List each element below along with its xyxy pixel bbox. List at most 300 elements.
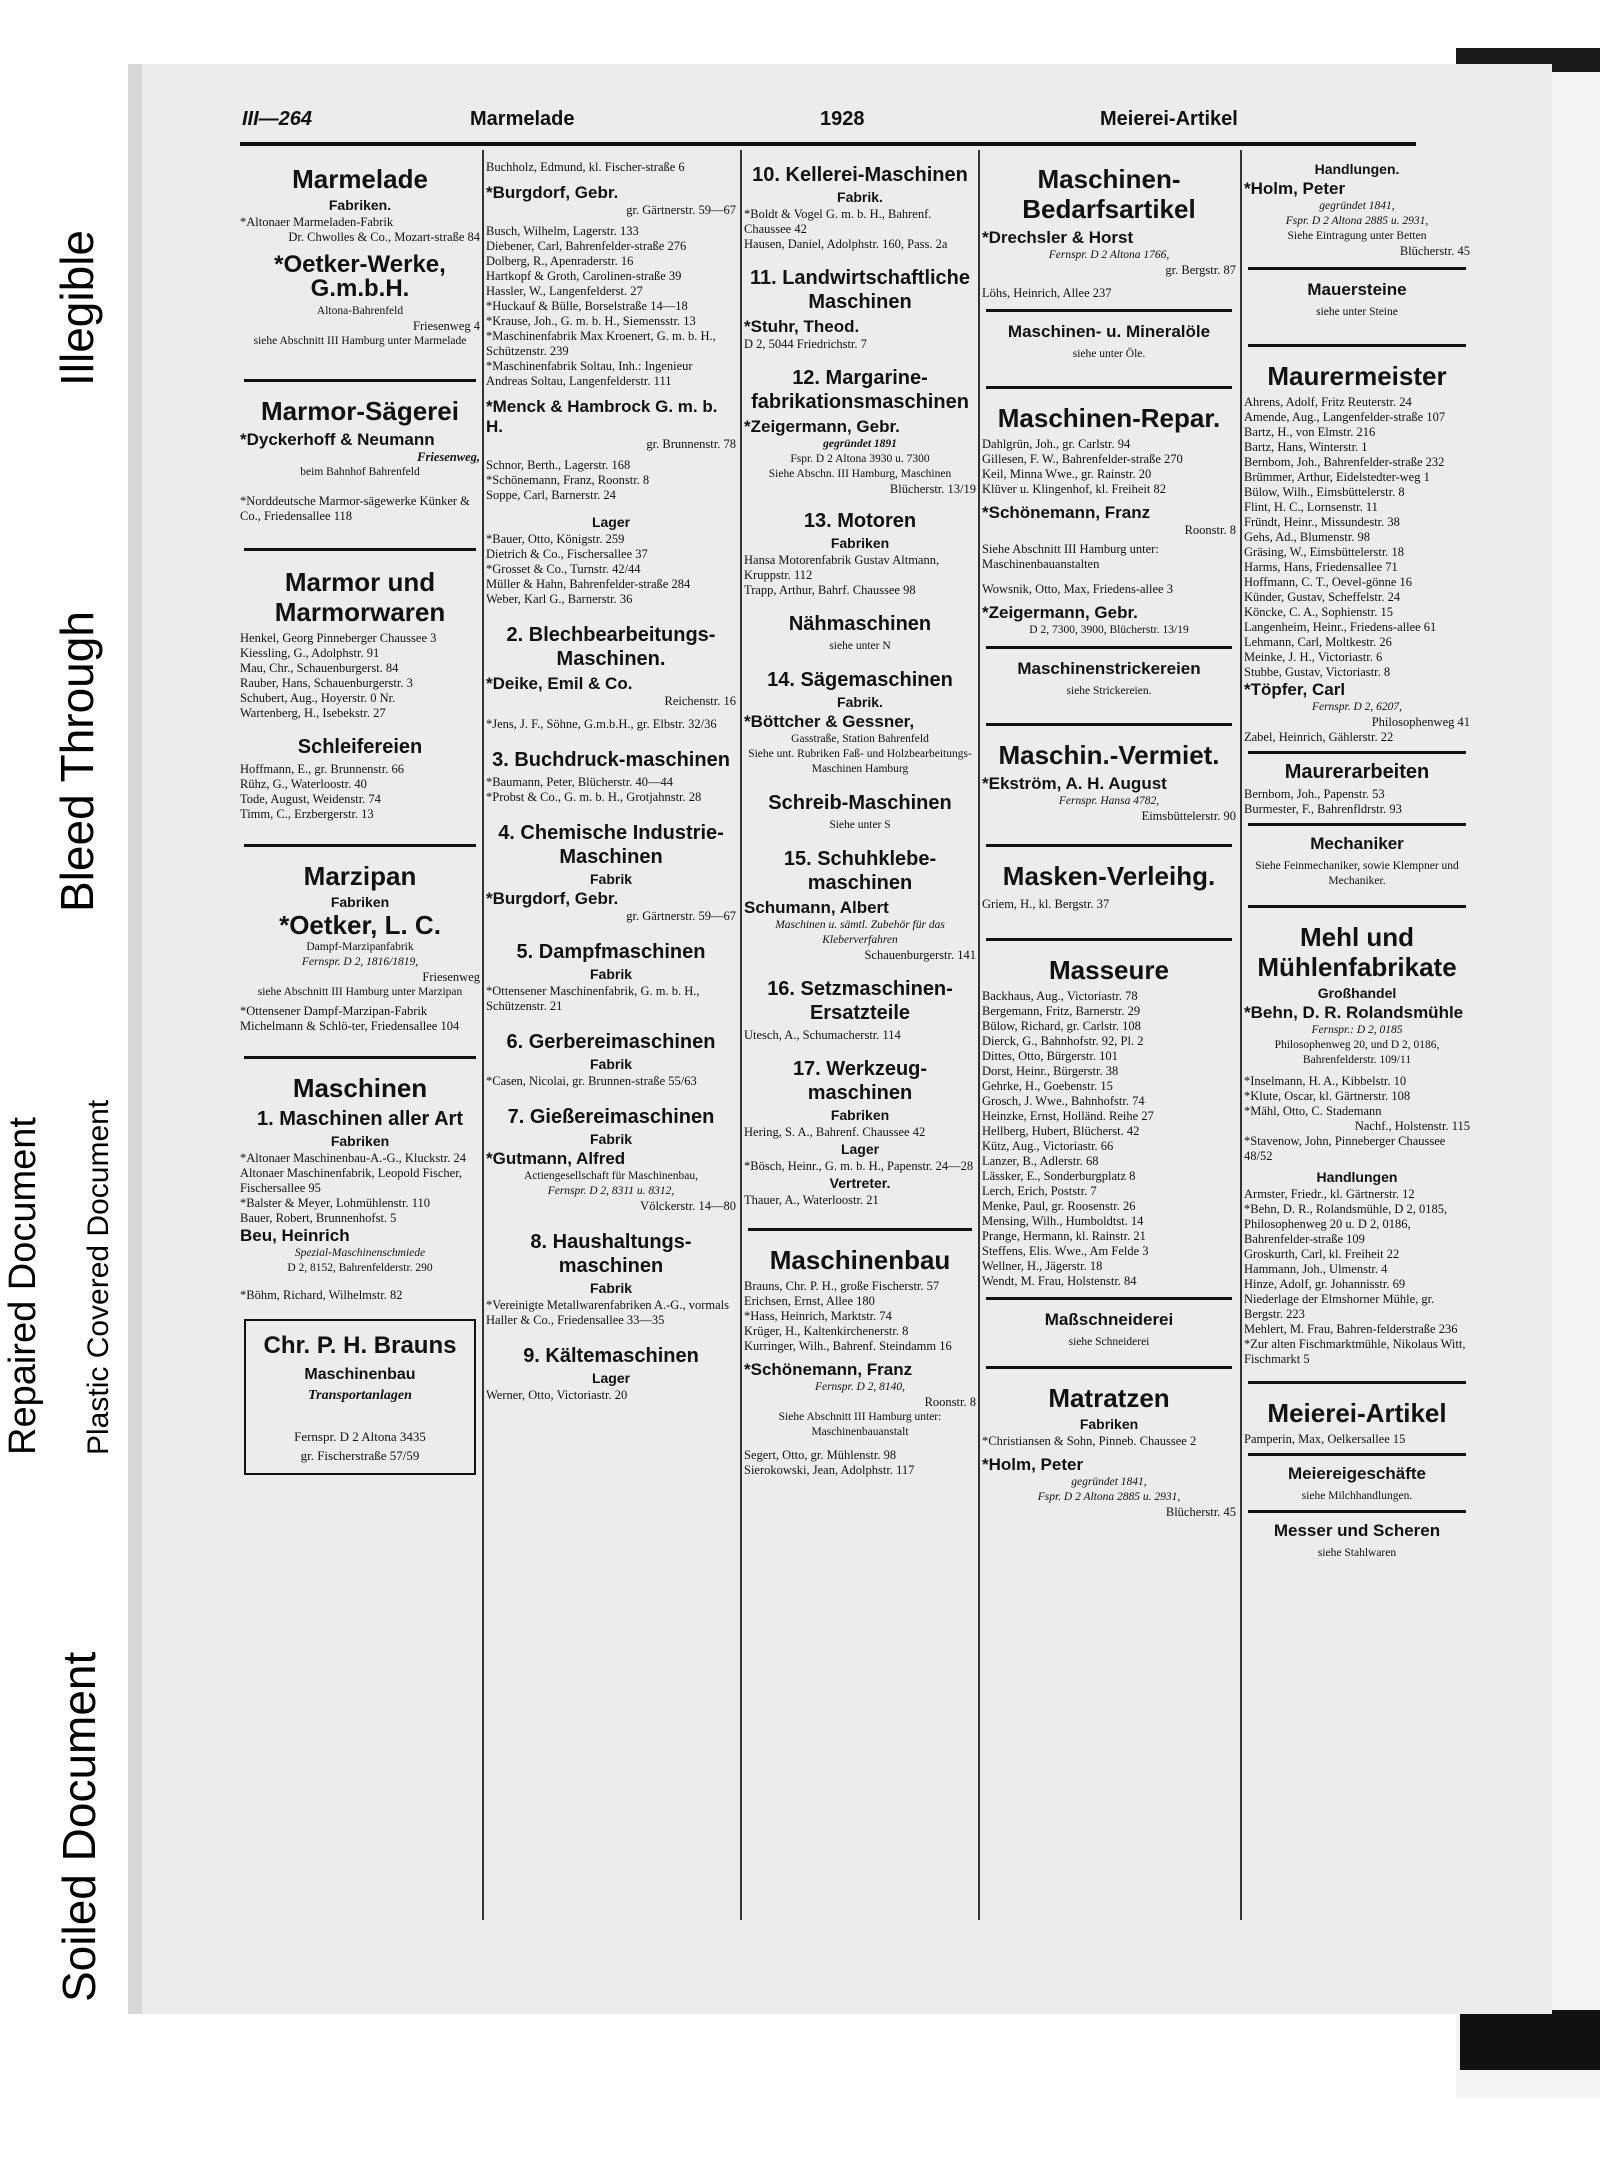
- subheading: Fabrik: [589, 871, 632, 887]
- listing: *Schönemann, Franz, Roonstr. 8: [486, 473, 650, 487]
- section-heading: Nähmaschinen: [788, 613, 932, 635]
- firm-name: *Holm, Peter: [982, 1455, 1084, 1474]
- listing: Lehmann, Carl, Moltkestr. 26: [1244, 635, 1392, 649]
- scan-edge-bar-bottom: [1460, 2010, 1600, 2070]
- label-soiled-document: Soiled Document: [53, 1651, 105, 2002]
- listing: Hammann, Joh., Ulmenstr. 4: [1244, 1262, 1388, 1276]
- listing: Bergemann, Fritz, Barnerstr. 29: [982, 1004, 1141, 1018]
- section-heading: Marzipan: [303, 861, 417, 891]
- listing: Wendt, M. Frau, Holstenstr. 84: [982, 1274, 1137, 1288]
- listing: *Behn, D. R., Rolandsmühle, D 2, 0185, Philosophenweg 20 u. D 2, 0186, Bahrenfelder-straße 109: [1244, 1202, 1448, 1246]
- section-heading: Maschinenbau: [769, 1245, 951, 1275]
- subheading: Fabriken: [330, 894, 390, 910]
- subsection-heading: 12. Margarine-fabrikationsmaschinen: [751, 367, 969, 413]
- listing: Gillesen, F. W., Bahrenfelder-straße 270: [982, 452, 1183, 466]
- listing: D 2, 8152, Bahrenfelderstr. 290: [287, 1262, 433, 1274]
- listing: Harms, Hans, Friedensallee 71: [1244, 560, 1398, 574]
- listing: Actiengesellschaft für Maschinenbau,: [523, 1170, 699, 1182]
- listing: Steffens, Elis. Wwe., Am Felde 3: [982, 1244, 1149, 1258]
- listing: *Baumann, Peter, Blücherstr. 40—44: [486, 775, 673, 789]
- listing: Dampf-Marzipanfabrik: [306, 941, 414, 953]
- firm-name: *Holm, Peter: [1244, 179, 1346, 198]
- listing: *Altonaer Maschinenbau-A.-G., Kluckstr. 24: [240, 1151, 466, 1165]
- firm-name: Schumann, Albert: [744, 898, 889, 917]
- listing: Hassler, W., Langenfelderst. 27: [486, 284, 643, 298]
- firm-name: *Zeigermann, Gebr.: [744, 417, 900, 436]
- section-rule: [1248, 823, 1466, 826]
- firm-name: *Stuhr, Theod.: [744, 317, 860, 336]
- column-divider: [482, 150, 484, 1920]
- subsection-heading: 10. Kellerei-Maschinen: [752, 164, 968, 186]
- section-heading: Matratzen: [1048, 1383, 1170, 1413]
- listing: Hansa Motorenfabrik Gustav Altmann, Kruppstr. 112: [744, 553, 940, 582]
- label-bleed-through: Bleed Through: [51, 611, 103, 912]
- listing: Bartz, H., von Elmstr. 216: [1244, 425, 1376, 439]
- listing: Soppe, Carl, Barnerstr. 24: [486, 488, 616, 502]
- listing: Gasstraße, Station Bahrenfeld: [791, 733, 929, 745]
- cross-reference: Siehe unt. Rubriken Faß- und Holzbearbeitungs-Maschinen Hamburg: [748, 748, 972, 775]
- listing: *Inselmann, H. A., Kibbelstr. 10: [1244, 1074, 1407, 1088]
- listing: Brauns, Chr. P. H., große Fischerstr. 57: [744, 1279, 940, 1293]
- listing: Ahrens, Adolf, Fritz Reuterstr. 24: [1244, 395, 1412, 409]
- subsection-heading: 3. Buchdruck-maschinen: [492, 749, 730, 771]
- listing: Blücherstr. 45: [1399, 244, 1470, 258]
- listing: beim Bahnhof Bahrenfeld: [300, 466, 420, 478]
- listing: Lerch, Erich, Poststr. 7: [982, 1184, 1097, 1198]
- listing: Maschinen u. sämtl. Zubehör für das Kleberverfahren: [775, 919, 945, 946]
- listing: Bernbom, Joh., Bahrenfelder-straße 232: [1244, 455, 1445, 469]
- listing: Roonstr. 8: [924, 1395, 976, 1409]
- section-heading: Maschin.-Vermiet.: [998, 740, 1220, 770]
- subheading: Fabrik.: [837, 694, 883, 710]
- listing: *Vereinigte Metallwarenfabriken A.-G., vormals Haller & Co., Friedensallee 33—35: [486, 1298, 729, 1327]
- header-right-keyword: Meierei-Artikel: [1100, 108, 1238, 130]
- section-rule: [986, 386, 1232, 389]
- listing: Spezial-Maschinenschmiede: [294, 1247, 426, 1259]
- listing: Busch, Wilhelm, Lagerstr. 133: [486, 224, 639, 238]
- listing: Niederlage der Elmshorner Mühle, gr. Bergstr. 223: [1244, 1292, 1435, 1321]
- listing: Keil, Minna Wwe., gr. Rainstr. 20: [982, 467, 1152, 481]
- listing: Segert, Otto, gr. Mühlenstr. 98: [744, 1448, 897, 1462]
- section-heading: Masseure: [1049, 955, 1169, 985]
- listing: Roonstr. 8: [1184, 523, 1236, 537]
- listing: Flint, H. C., Lornsenstr. 11: [1244, 500, 1378, 514]
- listing: Erichsen, Ernst, Allee 180: [744, 1294, 875, 1308]
- listing: Utesch, A., Schumacherstr. 114: [744, 1028, 901, 1042]
- ad-line: Transportanlagen: [308, 1388, 412, 1403]
- subheading: Fabrik: [589, 1056, 632, 1072]
- firm-name: *Dyckerhoff & Neumann: [240, 430, 435, 449]
- listing: *Stavenow, John, Pinneberger Chaussee 48/52: [1244, 1134, 1446, 1163]
- listing: Dolberg, R., Apenraderstr. 16: [486, 254, 634, 268]
- listing: Wowsnik, Otto, Max, Friedens-allee 3: [982, 582, 1173, 596]
- firm-name: *Behn, D. R. Rolandsmühle: [1244, 1003, 1464, 1022]
- firm-name: *Ekström, A. H. August: [982, 774, 1167, 793]
- firm-name: *Schönemann, Franz: [744, 1360, 913, 1379]
- listing: Stubbe, Gustav, Victoriastr. 8: [1244, 665, 1391, 679]
- subheading: Handlungen: [1316, 1169, 1398, 1185]
- listing: Fernspr. D 2, 8140,: [814, 1381, 906, 1393]
- section-rule: [1248, 1453, 1466, 1456]
- section-heading: Marmor und Marmorwaren: [274, 567, 446, 627]
- firm-name: *Burgdorf, Gebr.: [486, 889, 619, 908]
- listing: Heinzke, Ernst, Holländ. Reihe 27: [982, 1109, 1154, 1123]
- section-heading: Messer und Scheren: [1273, 1521, 1441, 1540]
- listing: Hinze, Adolf, gr. Johannisstr. 69: [1244, 1277, 1406, 1291]
- listing: Fernspr. D 2 Altona 1766,: [1048, 249, 1170, 261]
- subheading: Fabrik: [589, 1280, 632, 1296]
- listing: *Casen, Nicolai, gr. Brunnen-straße 55/63: [486, 1074, 697, 1088]
- subsection-heading: 15. Schuhklebe-maschinen: [783, 848, 937, 894]
- listing: Bernbom, Joh., Papenstr. 53: [1244, 787, 1385, 801]
- listing: Friesenweg,: [417, 450, 480, 464]
- section-rule: [244, 844, 476, 847]
- listing: Philosophenweg 20, und D 2, 0186, Bahrenfelderstr. 109/11: [1274, 1039, 1440, 1066]
- subheading: Fabriken: [330, 1133, 390, 1149]
- section-heading: Schreib-Maschinen: [768, 792, 952, 814]
- listing: Griem, H., kl. Bergstr. 37: [982, 897, 1110, 911]
- section-rule: [986, 646, 1232, 649]
- section-rule: [748, 1228, 972, 1231]
- subsection-heading: 11. Landwirtschaftliche Maschinen: [749, 267, 971, 313]
- ad-line: Fernspr. D 2 Altona 3435: [294, 1429, 426, 1444]
- section-heading: Maurerarbeiten: [1284, 761, 1430, 783]
- column-4: [982, 160, 1236, 1520]
- listing: Lässker, E., Sonderburgplatz 8: [982, 1169, 1136, 1183]
- label-illegible: Illegible: [51, 230, 103, 386]
- listing: Bauer, Robert, Brunnenhofst. 5: [240, 1211, 397, 1225]
- subsection-heading: 7. Gießereimaschinen: [507, 1106, 715, 1128]
- subsection-heading: 17. Werkzeug-maschinen: [792, 1058, 928, 1104]
- section-heading: Maschinen- u. Mineralöle: [1007, 322, 1211, 341]
- listing: Fernspr.: D 2, 0185: [1311, 1024, 1403, 1036]
- listing: Friesenweg: [422, 970, 480, 984]
- listing: Menke, Paul, gr. Roosenstr. 26: [982, 1199, 1136, 1213]
- section-rule: [244, 548, 476, 551]
- listing: gegründet 1841,: [1319, 200, 1395, 212]
- listing: Dietrich & Co., Fischersallee 37: [486, 547, 648, 561]
- listing: Hoffmann, C. T., Oevel-gönne 16: [1244, 575, 1413, 589]
- listing: Brümmer, Arthur, Eidelstedter-weg 1: [1244, 470, 1430, 484]
- subsection-heading: 9. Kältemaschinen: [523, 1345, 699, 1367]
- listing: Müller & Hahn, Bahrenfelder-straße 284: [486, 577, 691, 591]
- subheading: Vertreter.: [829, 1175, 891, 1191]
- column-divider: [978, 150, 980, 1920]
- listing: gr. Gärtnerstr. 59—67: [626, 909, 736, 923]
- label-plastic-covered-document: Plastic Covered Document: [82, 1099, 115, 1455]
- firm-large: *Oetker-Werke, G.m.b.H.: [274, 251, 446, 302]
- subsection-heading: 16. Setzmaschinen-Ersatzteile: [767, 978, 953, 1024]
- section-rule: [244, 379, 476, 382]
- listing: D 2, 5044 Friedrichstr. 7: [744, 337, 867, 351]
- listing: Timm, C., Erzbergerstr. 13: [240, 807, 374, 821]
- listing: gegründet 1841,: [1071, 1476, 1147, 1488]
- listing: *Böhm, Richard, Wilhelmstr. 82: [240, 1288, 403, 1302]
- column-5: [1244, 160, 1470, 1561]
- listing: Hausen, Daniel, Adolphstr. 160, Pass. 2a: [744, 237, 948, 251]
- listing: gegründet 1891: [823, 438, 897, 450]
- listing: Mehlert, M. Frau, Bahren-felderstraße 236: [1244, 1322, 1458, 1336]
- subheading: Fabriken: [1079, 1416, 1139, 1432]
- section-heading: Mauersteine: [1307, 280, 1407, 299]
- listing: Pamperin, Max, Oelkersallee 15: [1244, 1432, 1406, 1446]
- listing: Gehs, Ad., Blumenstr. 98: [1244, 530, 1371, 544]
- section-rule: [986, 309, 1232, 312]
- listing: Diebener, Carl, Bahrenfelder-straße 276: [486, 239, 687, 253]
- listing: Werner, Otto, Victoriastr. 20: [486, 1388, 628, 1402]
- listing: D 2, 7300, 3900, Blücherstr. 13/19: [1029, 624, 1189, 636]
- subheading: Fabrik: [589, 1131, 632, 1147]
- listing: Burmester, F., Bahrenfldrstr. 93: [1244, 802, 1402, 816]
- listing: gr. Bergstr. 87: [1165, 263, 1236, 277]
- listing: Henkel, Georg Pinneberger Chaussee 3: [240, 631, 437, 645]
- cross-reference: siehe Schneiderei: [1068, 1336, 1150, 1348]
- listing: Philosophenweg 41: [1371, 715, 1470, 729]
- subheading: Handlungen.: [1314, 161, 1400, 177]
- ad-firm-name: Chr. P. H. Brauns: [263, 1332, 457, 1359]
- listing: Backhaus, Aug., Victoriastr. 78: [982, 989, 1138, 1003]
- listing: Kurringer, Wilh., Bahrenf. Steindamm 16: [744, 1339, 952, 1353]
- listing: Fründt, Heinr., Missundestr. 38: [1244, 515, 1400, 529]
- listing: Hartkopf & Groth, Carolinen-straße 39: [486, 269, 682, 283]
- cross-reference: siehe Abschnitt III Hamburg unter Marmelade: [253, 335, 467, 347]
- side-label-strip: [0, 0, 130, 2177]
- listing: Meinke, J. H., Victoriastr. 6: [1244, 650, 1383, 664]
- listing: *Christiansen & Sohn, Pinneb. Chaussee 2: [982, 1434, 1197, 1448]
- listing: Fernspr. D 2, 1816/1819,: [301, 956, 419, 968]
- section-heading: Schleifereien: [297, 736, 423, 758]
- listing: Klüver u. Klingenhof, kl. Freiheit 82: [982, 482, 1166, 496]
- listing: Buchholz, Edmund, kl. Fischer-straße 6: [486, 160, 685, 174]
- listing: *Grosset & Co., Turnstr. 42/44: [486, 562, 641, 576]
- listing: Hering, S. A., Bahrenf. Chaussee 42: [744, 1125, 926, 1139]
- listing: Schauenburgerstr. 141: [864, 948, 976, 962]
- section-rule: [1248, 1381, 1466, 1384]
- subsection-heading: 1. Maschinen aller Art: [257, 1108, 463, 1130]
- listing: Zabel, Heinrich, Gählerstr. 22: [1244, 730, 1394, 744]
- listing: Groskurth, Carl, kl. Freiheit 22: [1244, 1247, 1400, 1261]
- listing: Mensing, Wilh., Humboldtst. 14: [982, 1214, 1144, 1228]
- section-heading: Maschinen: [292, 1073, 428, 1103]
- header-left-keyword: Marmelade: [470, 108, 575, 130]
- listing: Thauer, A., Waterloostr. 21: [744, 1193, 879, 1207]
- listing: Altonaer Maschinenfabrik, Leopold Fischer, Fischersallee 95: [240, 1166, 463, 1195]
- firm-name: *Drechsler & Horst: [982, 228, 1134, 247]
- listing: *Krause, Joh., G. m. b. H., Siemensstr. 13: [486, 314, 696, 328]
- listing: gr. Brunnenstr. 78: [646, 437, 736, 451]
- cross-reference: siehe Milchhandlungen.: [1301, 1490, 1413, 1502]
- firm-large: *Oetker, L. C.: [279, 910, 441, 940]
- listing: Löhs, Heinrich, Allee 237: [982, 286, 1112, 300]
- listing: Weber, Karl G., Barnerstr. 36: [486, 592, 633, 606]
- section-heading: Masken-Verleihg.: [1002, 861, 1216, 891]
- listing: Fspr. D 2 Altona 2885 u. 2931,: [1037, 1491, 1181, 1503]
- listing: *Maschinenfabrik Max Kroenert, G. m. b. H., Schützenstr. 239: [486, 329, 716, 358]
- cross-reference: Siehe Abschnitt III Hamburg unter: Maschinenbauanstalten: [982, 542, 1159, 571]
- listing: Rauber, Hans, Schauenburgerstr. 3: [240, 676, 413, 690]
- subsection-heading: 5. Dampfmaschinen: [516, 941, 706, 963]
- listing: *Jens, J. F., Söhne, G.m.b.H., gr. Elbstr. 32/36: [486, 717, 717, 731]
- section-heading: Marmelade: [292, 164, 428, 194]
- subheading: Großhandel: [1317, 985, 1397, 1001]
- section-rule: [986, 1297, 1232, 1300]
- listing: Gräsing, W., Eimsbüttelerstr. 18: [1244, 545, 1405, 559]
- subheading: Fabrik: [589, 966, 632, 982]
- listing: Friesenweg 4: [413, 319, 480, 333]
- listing: Mau, Chr., Schauenburgerst. 84: [240, 661, 399, 675]
- firm-name: *Schönemann, Franz: [982, 503, 1151, 522]
- header-page-number: III—264: [242, 108, 313, 130]
- firm-name: *Zeigermann, Gebr.: [982, 603, 1138, 622]
- listing: Altona-Bahrenfeld: [316, 305, 404, 317]
- listing: Dorst, Heinr., Bürgerstr. 38: [982, 1064, 1119, 1078]
- subheading: Lager: [591, 514, 631, 530]
- subheading: Lager: [840, 1141, 880, 1157]
- section-rule: [986, 723, 1232, 726]
- cross-reference: siehe Strickereien.: [1066, 685, 1152, 697]
- section-rule: [986, 938, 1232, 941]
- listing: Köncke, C. A., Sophienstr. 15: [1244, 605, 1393, 619]
- firm-name: *Töpfer, Carl: [1244, 680, 1346, 699]
- section-heading: Maurermeister: [1267, 361, 1447, 391]
- listing: Kütz, Aug., Victoriastr. 66: [982, 1139, 1114, 1153]
- column-2: [486, 160, 736, 1403]
- listing: Gehrke, H., Goebenstr. 15: [982, 1079, 1113, 1093]
- listing: *Boldt & Vogel G. m. b. H., Bahrenf. Chaussee 42: [744, 207, 932, 236]
- subheading: Fabriken: [830, 535, 890, 551]
- listing: Schubert, Aug., Hoyerstr. 0 Nr.: [240, 691, 396, 705]
- subheading: Fabriken: [830, 1107, 890, 1123]
- listing: Bülow, Richard, gr. Carlstr. 108: [982, 1019, 1141, 1033]
- cross-reference: Siehe Feinmechaniker, sowie Klempner und Mechaniker.: [1255, 860, 1459, 887]
- listing: *Hass, Heinrich, Marktstr. 74: [744, 1309, 892, 1323]
- listing: Fspr. D 2 Altona 2885 u. 2931,: [1285, 215, 1429, 227]
- listing: Fernspr. Hansa 4782,: [1058, 795, 1160, 807]
- section-heading: Maßschneiderei: [1044, 1310, 1174, 1329]
- listing: Tode, August, Weidenstr. 74: [240, 792, 381, 806]
- listing: Dittes, Otto, Bürgerstr. 101: [982, 1049, 1118, 1063]
- listing: Bartz, Hans, Winterstr. 1: [1244, 440, 1368, 454]
- listing: Sierokowski, Jean, Adolphstr. 117: [744, 1463, 915, 1477]
- cross-reference: siehe unter N: [829, 640, 891, 652]
- cross-reference: Siehe Abschnitt III Hamburg unter: Maschinenbauanstalt: [778, 1411, 942, 1438]
- section-rule: [1248, 1510, 1466, 1513]
- listing: *Maschinenfabrik Soltau, Inh.: Ingenieur Andreas Soltau, Langenfelderstr. 111: [486, 359, 693, 388]
- firm-name: *Gutmann, Alfred: [486, 1149, 626, 1168]
- section-rule: [986, 844, 1232, 847]
- cross-reference: siehe Abschnitt III Hamburg unter Marzipan: [257, 986, 463, 998]
- cross-reference: siehe unter Öle.: [1072, 348, 1146, 360]
- listing: Wellner, H., Jägerstr. 18: [982, 1259, 1103, 1273]
- label-repaired-document: Repaired Document: [2, 1117, 44, 1455]
- column-3: [744, 160, 976, 1478]
- listing: Eimsbüttelerstr. 90: [1141, 809, 1236, 823]
- section-heading: Maschinenstrickereien: [1017, 659, 1201, 678]
- cross-reference: Siehe Eintragung unter Betten: [1287, 230, 1427, 242]
- column-divider: [740, 150, 742, 1920]
- cross-reference: siehe unter Steine: [1316, 306, 1398, 318]
- section-rule: [1248, 905, 1466, 908]
- listing: Schnor, Berth., Lagerstr. 168: [486, 458, 631, 472]
- ad-line: gr. Fischerstraße 57/59: [300, 1448, 420, 1463]
- subheading: Lager: [591, 1370, 631, 1386]
- header-rule: [240, 142, 1416, 146]
- subsection-heading: 2. Blechbearbeitungs-Maschinen.: [506, 624, 716, 670]
- subsection-heading: 6. Gerbereimaschinen: [506, 1031, 716, 1053]
- listing: Dahlgrün, Joh., gr. Carlstr. 94: [982, 437, 1131, 451]
- header-year: 1928: [820, 108, 865, 130]
- subsection-heading: 13. Motoren: [803, 510, 917, 532]
- listing: Fernspr. D 2, 6207,: [1311, 701, 1403, 713]
- section-heading: Marmor-Sägerei: [261, 396, 459, 426]
- column-divider: [1240, 150, 1242, 1920]
- section-rule: [986, 1366, 1232, 1369]
- listing: Armster, Friedr., kl. Gärtnerstr. 12: [1244, 1187, 1415, 1201]
- listing: *Norddeutsche Marmor-sägewerke Künker & Co., Friedensallee 118: [240, 494, 470, 523]
- listing: Langenheim, Heinr., Friedens-allee 61: [1244, 620, 1437, 634]
- section-rule: [244, 1056, 476, 1059]
- listing: Kiessling, G., Adolphstr. 91: [240, 646, 380, 660]
- listing: Trapp, Arthur, Bahrf. Chaussee 98: [744, 583, 916, 597]
- section-heading: Mehl und Mühlenfabrikate: [1257, 922, 1457, 982]
- firm-name: *Menck & Hambrock G. m. b. H.: [486, 397, 718, 436]
- section-heading: Meiereigeschäfte: [1288, 1464, 1426, 1483]
- listing: Bülow, Wilh., Eimsbüttelerstr. 8: [1244, 485, 1405, 499]
- listing: *Bauer, Otto, Königstr. 259: [486, 532, 625, 546]
- listing: *Altonaer Marmeladen-Fabrik: [240, 215, 394, 229]
- listing: *Huckauf & Bülle, Borselstraße 14—18: [486, 299, 688, 313]
- listing: *Mähl, Otto, C. Stademann: [1244, 1104, 1382, 1118]
- listing: *Ottensener Maschinenfabrik, G. m. b. H., Schützenstr. 21: [486, 984, 700, 1013]
- listing: Dierck, G., Bahnhofstr. 92, Pl. 2: [982, 1034, 1144, 1048]
- listing: Völckerstr. 14—80: [640, 1199, 736, 1213]
- listing: Hellberg, Hubert, Blücherst. 42: [982, 1124, 1140, 1138]
- listing: Fspr. D 2 Altona 3930 u. 7300: [790, 453, 930, 465]
- section-rule: [1248, 751, 1466, 754]
- listing: Rühz, G., Waterloostr. 40: [240, 777, 367, 791]
- section-heading: Meierei-Artikel: [1267, 1398, 1447, 1428]
- subsection-heading: 4. Chemische Industrie-Maschinen: [498, 822, 724, 868]
- scan-shadow: [128, 64, 142, 2014]
- listing: Grosch, J. Wwe., Bahnhofstr. 74: [982, 1094, 1145, 1108]
- listing: Blücherstr. 13/19: [889, 482, 976, 496]
- listing: *Klute, Oscar, kl. Gärtnerstr. 108: [1244, 1089, 1411, 1103]
- listing: Nachf., Holstenstr. 115: [1354, 1119, 1470, 1133]
- listing: Prange, Hermann, kl. Rainstr. 21: [982, 1229, 1146, 1243]
- section-rule: [1248, 267, 1466, 270]
- listing: *Balster & Meyer, Lohmühlenstr. 110: [240, 1196, 430, 1210]
- listing: gr. Gärtnerstr. 59—67: [626, 203, 736, 217]
- listing: *Bösch, Heinr., G. m. b. H., Papenstr. 24—28: [744, 1159, 974, 1173]
- subheading: Fabrik.: [837, 189, 883, 205]
- advertisement-box: [244, 1319, 476, 1475]
- ad-line: Maschinenbau: [304, 1366, 416, 1383]
- listing: Fernspr. D 2, 8311 u. 8312,: [547, 1185, 675, 1197]
- listing: Lanzer, B., Adlerstr. 68: [982, 1154, 1099, 1168]
- section-heading: Mechaniker: [1310, 834, 1404, 853]
- section-heading: Maschinen-Bedarfsartikel: [1022, 164, 1196, 224]
- listing: *Ottensener Dampf-Marzipan-Fabrik Michelmann & Schlö-ter, Friedensallee 104: [240, 1004, 460, 1033]
- firm-name: *Burgdorf, Gebr.: [486, 183, 619, 202]
- listing: Krüger, H., Kaltenkirchenerstr. 8: [744, 1324, 909, 1338]
- section-heading: Maschinen-Repar.: [997, 403, 1221, 433]
- listing: *Probst & Co., G. m. b. H., Grotjahnstr. 28: [486, 790, 702, 804]
- listing: Reichenstr. 16: [664, 694, 736, 708]
- listing: Blücherstr. 45: [1165, 1505, 1236, 1519]
- column-1: [240, 160, 480, 1475]
- cross-reference: Siehe Abschn. III Hamburg, Maschinen: [768, 468, 952, 480]
- cross-reference: Siehe unter S: [829, 819, 891, 831]
